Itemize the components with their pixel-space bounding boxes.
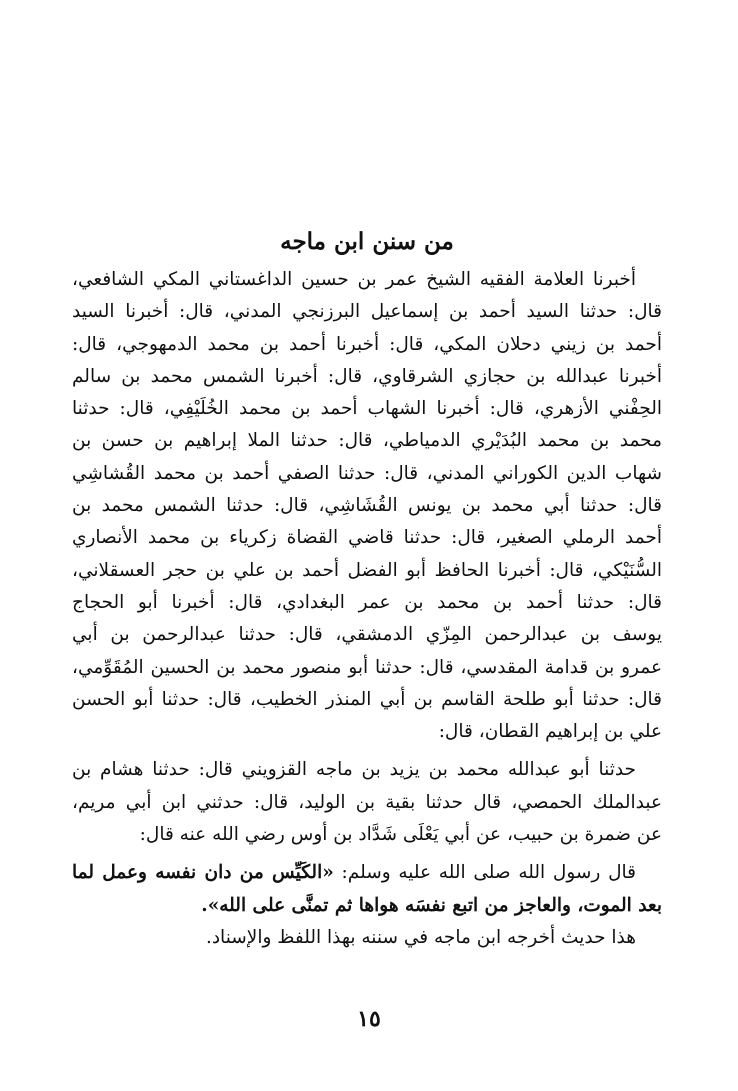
text-line: أخبرنا العلامة الفقيه الشيخ عمر بن حسين الداغستاني المكي الشافعي، [72, 269, 636, 290]
text-line: قال: حدثنا السيد أحمد بن إسماعيل البرزنجي المدني، قال: أخبرنا السيد [72, 301, 662, 323]
text-line: شهاب الدين الكوراني المدني، قال: حدثنا الصفي أحمد بن محمد القُشاشِي [72, 462, 662, 484]
text-line: أحمد الرملي الصغير، قال: حدثنا قاضي القضاة زكرياء بن محمد الأنصاري [72, 527, 662, 549]
page-number: ١٥ [357, 1006, 381, 1032]
sanad-paragraph [72, 754, 662, 851]
closing-line: هذا حديث أخرجه ابن ماجه في سننه بهذا اللفظ والإسناد. [205, 926, 636, 948]
text-line: عمرو بن قدامة المقدسي، قال: حدثنا أبو منصور محمد بن الحسين المُقَوِّمي، [72, 656, 662, 678]
text-line: علي بن إبراهيم القطان، قال: [438, 721, 662, 743]
isnad-paragraph [72, 264, 662, 748]
hadith-paragraph [72, 857, 662, 922]
text-line: عن ضمرة بن حبيب، عن أبي يَعْلَى شَدَّاد بن أوس رضي الله عنه قال: [139, 824, 662, 846]
text-line: قال: حدثنا أبي محمد بن يونس القُشَاشِي، قال: حدثنا الشمس محمد بن [72, 495, 662, 517]
text-line: قال: حدثنا أحمد بن محمد بن عمر البغدادي، قال: أخبرنا أبو الحجاج [72, 591, 662, 613]
hadith-line [72, 857, 662, 889]
text-line: قال: حدثنا أبو طلحة القاسم بن أبي المنذر الخطيب، قال: حدثنا أبو الحسن [72, 688, 662, 710]
hadith-text: بعد الموت، والعاجز من اتبع نفسَه هواها ثم تمنَّى على الله». [201, 894, 662, 916]
text-line: أخبرنا عبدالله بن حجازي الشرقاوي، قال: أخبرنا الشمس محمد بن سالم [72, 365, 662, 387]
text-line: محمد بن محمد البُدَيْري الدمياطي، قال: حدثنا الملا إبراهيم بن حسن بن [72, 430, 662, 452]
closing-paragraph [72, 922, 662, 954]
hadith-line [72, 890, 662, 922]
text-line: الحِفْني الأزهري، قال: أخبرنا الشهاب أحمد بن محمد الخُلَيْفِي، قال: حدثنا [72, 398, 662, 420]
text-line: السُّنَيْكي، قال: أخبرنا الحافظ أبو الفضل أحمد بن علي بن حجر العسقلاني، [72, 559, 662, 581]
hadith-text: «الكَيِّس من دان نفسه وعمل لما [72, 862, 334, 884]
text-line: عبدالملك الحمصي، قال حدثنا بقية بن الوليد، قال: حدثني ابن أبي مريم، [72, 791, 662, 813]
text-line: حدثنا أبو عبدالله محمد بن يزيد بن ماجه القزويني قال: حدثنا هشام بن [72, 759, 636, 781]
page-body [72, 222, 662, 954]
hadith-intro: قال رسول الله صلى الله عليه وسلم: [333, 862, 636, 884]
text-line: يوسف بن عبدالرحمن المِزّي الدمشقي، قال: حدثنا عبدالرحمن بن أبي [72, 624, 662, 646]
text-line: أحمد بن زيني دحلان المكي، قال: أخبرنا أحمد بن محمد الدمهوجي، قال: [72, 333, 662, 355]
page-title: من سنن ابن ماجه [280, 228, 454, 255]
